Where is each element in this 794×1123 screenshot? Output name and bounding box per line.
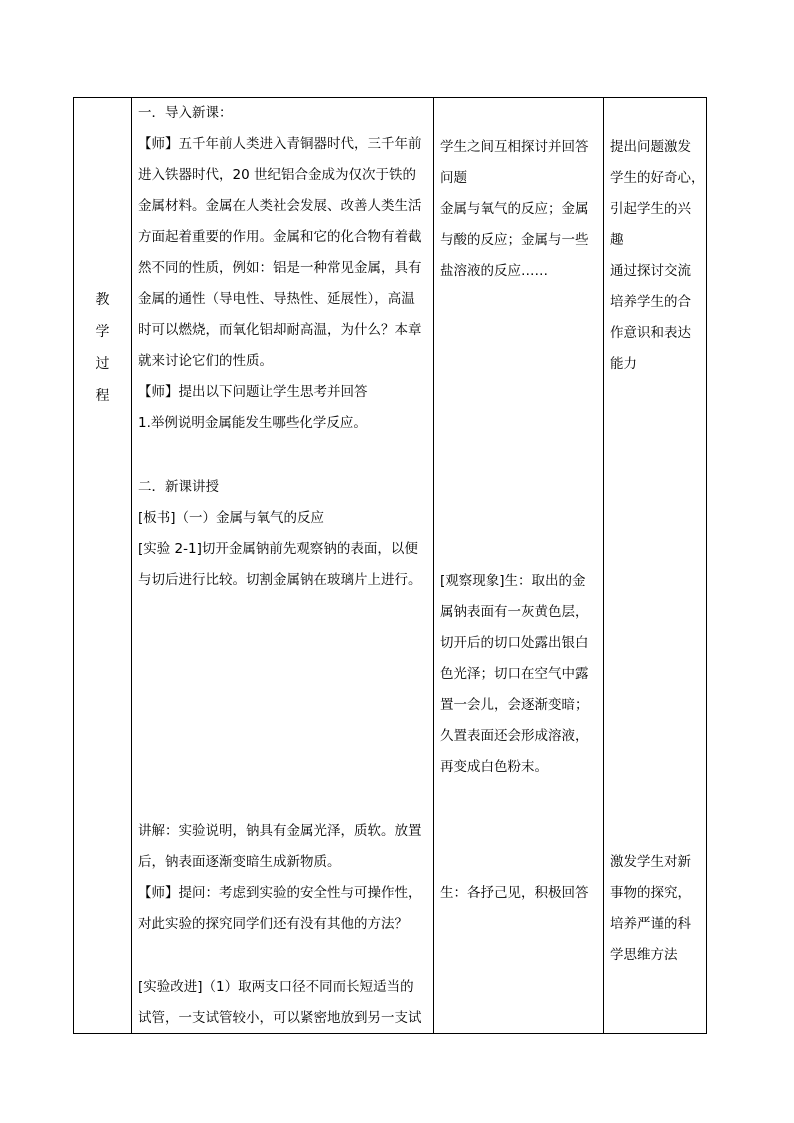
text-line: 进入铁器时代，20 世纪铝合金成为仅次于铁的 xyxy=(138,167,416,183)
student-block-answer xyxy=(440,878,589,909)
section-label-char: 学 xyxy=(95,324,110,340)
text-line: 学生的好奇心， xyxy=(610,170,705,186)
teacher-block-new-lesson xyxy=(138,472,422,596)
text-line: 1.举例说明金属能发生哪些化学反应。 xyxy=(138,415,367,431)
text-line: 盐溶液的反应…… xyxy=(440,263,548,279)
text-line: 方面起着重要的作用。金属和它的化合物有着截 xyxy=(138,229,422,245)
text-line: 二．新课讲授 xyxy=(138,479,219,495)
text-line: 培养学生的合 xyxy=(610,294,691,310)
text-line: 能力 xyxy=(610,356,637,372)
column-divider xyxy=(603,98,604,1033)
text-line: 【师】提问：考虑到实验的安全性与可操作性， xyxy=(138,885,422,901)
section-label-char: 过 xyxy=(95,356,110,372)
text-line: 趣 xyxy=(610,232,624,248)
text-line: 生：各抒己见，积极回答 xyxy=(440,885,589,901)
text-line: 然不同的性质，例如：铝是一种常见金属，具有 xyxy=(138,260,422,276)
text-line: 问题 xyxy=(440,170,467,186)
section-label-char: 教 xyxy=(95,292,110,308)
text-line: 激发学生对新 xyxy=(610,854,691,870)
teacher-block-improvement xyxy=(138,972,422,1034)
intent-block-1 xyxy=(610,132,705,380)
text-line: 培养严谨的科 xyxy=(610,916,691,932)
text-line: 提出问题激发 xyxy=(610,139,691,155)
section-label-char: 程 xyxy=(95,388,110,404)
text-line: [板书]（一）金属与氧气的反应 xyxy=(138,510,325,526)
text-line: 就来讨论它们的性质。 xyxy=(138,353,273,369)
text-line: 后，钠表面逐渐变暗生成新物质。 xyxy=(138,854,341,870)
lesson-table xyxy=(73,97,707,1034)
text-line: 事物的探究， xyxy=(610,885,691,901)
text-line: 金属材料。金属在人类社会发展、改善人类生活 xyxy=(138,198,422,214)
text-line: 时可以燃烧，而氧化铝却耐高温，为什么？本章 xyxy=(138,322,422,338)
text-line: [实验改进]（1）取两支口径不同而长短适当的 xyxy=(138,979,414,995)
column-divider xyxy=(131,98,132,1033)
student-block-observation xyxy=(440,566,589,783)
text-line: 色光泽；切口在空气中露 xyxy=(440,666,589,682)
section-label xyxy=(74,284,131,412)
text-line: 属钠表面有一灰黄色层， xyxy=(440,604,589,620)
text-line: 切开后的切口处露出银白 xyxy=(440,635,589,651)
text-line: 学思维方法 xyxy=(610,947,678,963)
text-line: [观察现象]生：取出的金 xyxy=(440,573,586,589)
text-line: 久置表面还会形成溶液， xyxy=(440,728,589,744)
teacher-block-explanation xyxy=(138,816,422,940)
student-block-discussion xyxy=(440,132,589,287)
text-line: 置一会儿，会逐渐变暗； xyxy=(440,697,589,713)
text-line: [实验 2-1]切开金属钠前先观察钠的表面，以便 xyxy=(138,541,418,557)
text-line: 引起学生的兴 xyxy=(610,201,691,217)
text-line: 【师】五千年前人类进入青铜器时代，三千年前 xyxy=(138,136,422,152)
text-line: 讲解：实验说明，钠具有金属光泽，质软。放置 xyxy=(138,823,422,839)
teacher-block-intro xyxy=(138,98,422,439)
text-line: 通过探讨交流 xyxy=(610,263,691,279)
text-line: 对此实验的探究同学们还有没有其他的方法？ xyxy=(138,916,408,932)
text-line: 试管，一支试管较小，可以紧密地放到另一支试 xyxy=(138,1010,422,1026)
text-line: 再变成白色粉末。 xyxy=(440,759,548,775)
text-line: 作意识和表达 xyxy=(610,325,691,341)
text-line: 学生之间互相探讨并回答 xyxy=(440,139,589,155)
intent-block-2 xyxy=(610,847,691,971)
column-divider xyxy=(433,98,434,1033)
text-line: 【师】提出以下问题让学生思考并回答 xyxy=(138,384,368,400)
text-line: 一．导入新课： xyxy=(138,105,233,121)
text-line: 金属的通性（导电性、导热性、延展性），高温 xyxy=(138,291,415,307)
text-line: 与切后进行比较。切割金属钠在玻璃片上进行。 xyxy=(138,572,422,588)
text-line: 金属与氧气的反应；金属 xyxy=(440,201,589,217)
text-line: 与酸的反应；金属与一些 xyxy=(440,232,589,248)
